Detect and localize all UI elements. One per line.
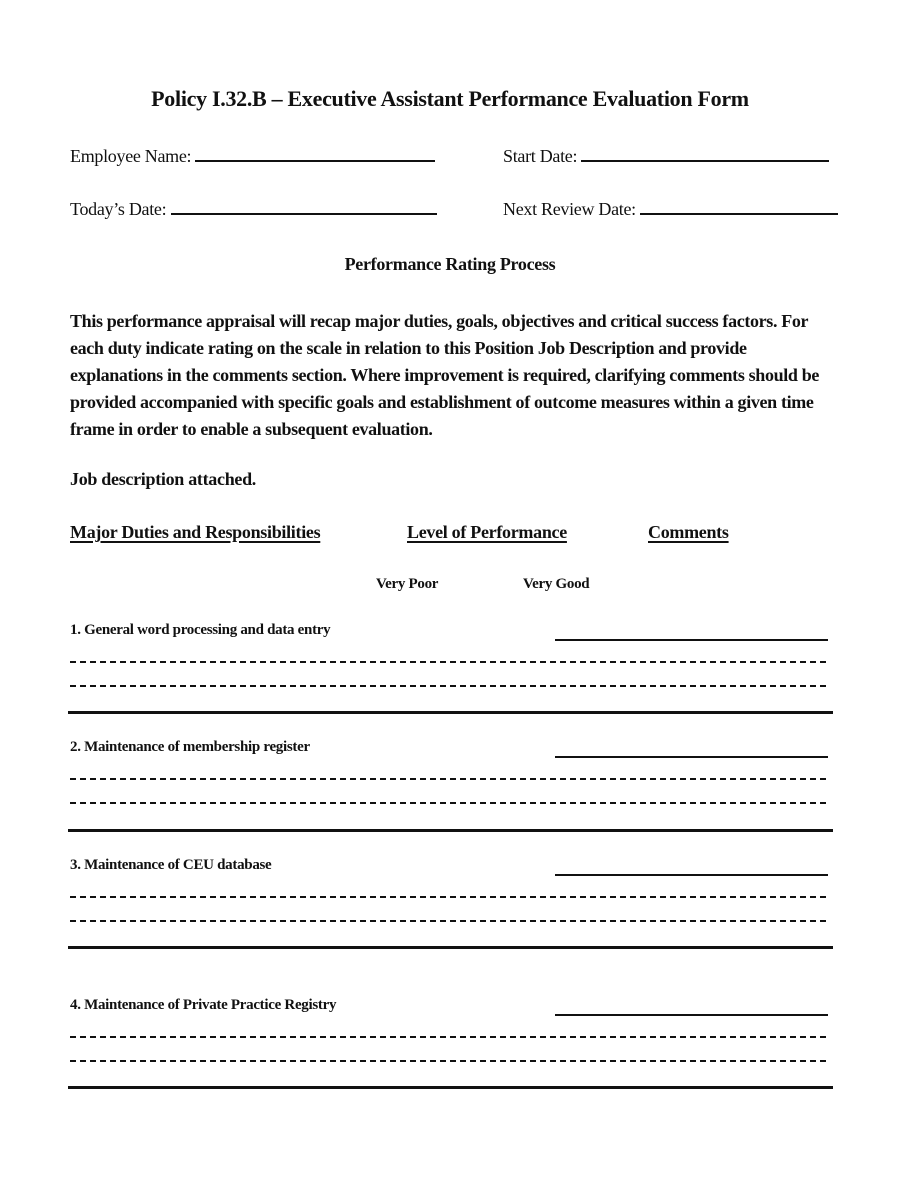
- comment-line[interactable]: [555, 874, 828, 876]
- comment-line[interactable]: [70, 1060, 826, 1062]
- row-divider: [68, 1086, 833, 1089]
- employee-name-blank[interactable]: [195, 146, 435, 162]
- scale-high-label: Very Good: [523, 576, 590, 592]
- row-divider: [68, 829, 833, 832]
- next-review-date-blank[interactable]: [640, 199, 838, 215]
- next-review-date-label: Next Review Date:: [503, 199, 636, 219]
- todays-date-label: Today’s Date:: [70, 199, 167, 219]
- comment-line[interactable]: [70, 802, 826, 804]
- start-date-blank[interactable]: [581, 146, 829, 162]
- duty-label: 1. General word processing and data entry: [70, 622, 331, 638]
- employee-name-label: Employee Name:: [70, 146, 192, 166]
- todays-date-blank[interactable]: [171, 199, 437, 215]
- duty-label: 4. Maintenance of Private Practice Registry: [70, 997, 337, 1013]
- comment-line[interactable]: [70, 1036, 826, 1038]
- comment-line[interactable]: [555, 1014, 828, 1016]
- duty-label: 2. Maintenance of membership register: [70, 739, 310, 755]
- comment-line[interactable]: [70, 661, 826, 663]
- comment-line[interactable]: [70, 685, 826, 687]
- comment-line[interactable]: [70, 920, 826, 922]
- next-review-date-field[interactable]: [503, 199, 838, 220]
- section-heading: Performance Rating Process: [344, 254, 556, 274]
- row-divider: [68, 711, 833, 714]
- instructions-paragraph: This performance appraisal will recap major duties, goals, objectives and critical success factors. For each duty indicate rating on the scale in relation to this Position Job Description and provide explanations in the comments section. Where improvement is required, clarifying comments should be provided accompanied with specific goals and establishment of outcome measures within a given time frame in order to enable a subsequent evaluation.: [70, 311, 820, 439]
- comment-line[interactable]: [555, 639, 828, 641]
- row-divider: [68, 946, 833, 949]
- comment-line[interactable]: [70, 896, 826, 898]
- document-title: Policy I.32.B – Executive Assistant Performance Evaluation Form: [151, 86, 749, 111]
- start-date-field[interactable]: [503, 146, 829, 167]
- column-header-level: Level of Performance: [407, 522, 567, 542]
- scale-low-label: Very Poor: [376, 576, 439, 592]
- duty-label: 3. Maintenance of CEU database: [70, 857, 272, 873]
- employee-name-field[interactable]: [70, 146, 435, 167]
- comment-line[interactable]: [555, 756, 828, 758]
- comment-line[interactable]: [70, 778, 826, 780]
- todays-date-field[interactable]: [70, 199, 437, 220]
- column-header-comments: Comments: [648, 522, 729, 542]
- job-description-note: Job description attached.: [70, 469, 257, 489]
- start-date-label: Start Date:: [503, 146, 578, 166]
- column-header-duties: Major Duties and Responsibilities: [70, 522, 321, 542]
